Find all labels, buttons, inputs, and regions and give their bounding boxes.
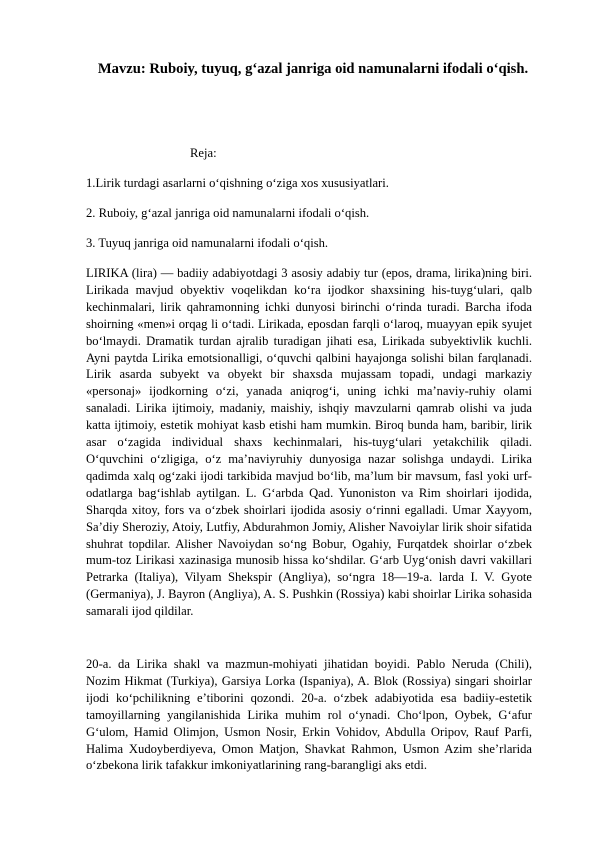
plan-item: 3. Tuyuq janriga oid namunalarni ifodali o‘qish. [86, 236, 329, 250]
plan-heading: Reja: [190, 146, 217, 160]
plan-item: 1.Lirik turdagi asarlarni o‘qishning o‘ziga xos xususiyatlari. [86, 176, 389, 190]
body-paragraph: LIRIKA (lira) — badiiy adabiyotdagi 3 asosiy adabiy tur (epos, drama, lirika)ning biri. Lirikada mavjud obyektiv voqelikdan ko‘ra ijodkor shaxsining his-tuyg‘ulari, qalb kechinmalari, lirik qahramonning ichki dunyosi birinchi o‘rinda turadi. Barcha ifoda shoirning «men»i orqag li o‘tadi. Lirikada, eposdan farqli o‘laroq, muayyan epik syujet bo‘lmaydi. Dramatik turdan ajralib turadigan jihati esa, Lirikada subyektivlik kuchli. Ayni paytda Lirika emotsionalligi, o‘quvchi qalbini hayajonga solishi bilan farqlanadi. Lirik asarda subyekt va obyekt bir shaxsda mujassam topadi, undagi markaziy «personaj» ijodkorning o‘zi, yanada aniqrog‘i, uning ichki ma’naviy-ruhiy olami sanaladi. Lirika ijtimoiy, madaniy, maishiy, ishqiy mavzularni qamrab olishi va juda katta ijtimoiy, estetik mohiyat kasb etishi ham mumkin. Biroq bunda ham, baribir, lirik asar o‘zagida individual shaxs kechinmalari, his-tuyg‘ulari yetakchilik qiladi. O‘quvchini o‘zligiga, o‘z ma’naviyruhiy dunyosiga nazar solishga undaydi. Lirika qadimda xalq og‘zaki ijodi tarkibida mavjud bo‘lib, ma’lum bir mavsum, fasl yoki urf-odatlarga bag‘ishlab aytilgan. L. G‘arbda Qad. Yunoniston va Rim shoirlari ijodida, Sharqda xitoy, fors va o‘zbek shoirlari ijodida asosiy o‘rinni egalladi. Umar Xayyom, Sa’diy Sheroziy, Atoiy, Lutfiy, Abdurahmon Jomiy, Alisher Navoiylar lirik shoir sifatida shuhrat topdilar. Alisher Navoiydan so‘ng Bobur, Ogahiy, Furqatdek shoirlar o‘zbek mum-toz Lirikasi xazinasiga munosib hissa ko‘shdilar. G‘arb Uyg‘onish davri vakillari Petrarka (Italiya), Vilyam Shekspir (Angliya), so‘ngra 18—19-a. larda I. V. Gyote (Germaniya), J. Bayron (Angliya), A. S. Pushkin (Rossiya) kabi shoirlar Lirika sohasida samarali ijod qildilar. [86, 266, 532, 619]
plan-item: 2. Ruboiy, g‘azal janriga oid namunalarni ifodali o‘qish. [86, 206, 370, 220]
document-title: Mavzu: Ruboiy, tuyuq, g‘azal janriga oid namunalarni ifodali o‘qish. [97, 61, 529, 77]
body-paragraph: 20-a. da Lirika shakl va mazmun-mohiyati jihatidan boyidi. Pablo Neruda (Chili), Nozim Hikmat (Turkiya), Garsiya Lorka (Ispaniya), A. Blok (Rossiya) singari shoirlar ijodi ko‘pchilikning e’tiborini qozondi. 20-a. o‘zbek adabiyotida esa badiiy-estetik tamoyillarning yangilanishida Lirika muhim rol o‘ynadi. Cho‘lpon, Oybek, G‘afur G‘ulom, Hamid Olimjon, Usmon Nosir, Erkin Vohidov, Abdulla Oripov, Rauf Parfi, Halima Xudoyberdiyeva, Omon Matjon, Shavkat Rahmon, Usmon Azim she’rlarida o‘zbekona lirik tafakkur imkoniyatlarining rang-barangligi aks etdi. [86, 657, 532, 773]
